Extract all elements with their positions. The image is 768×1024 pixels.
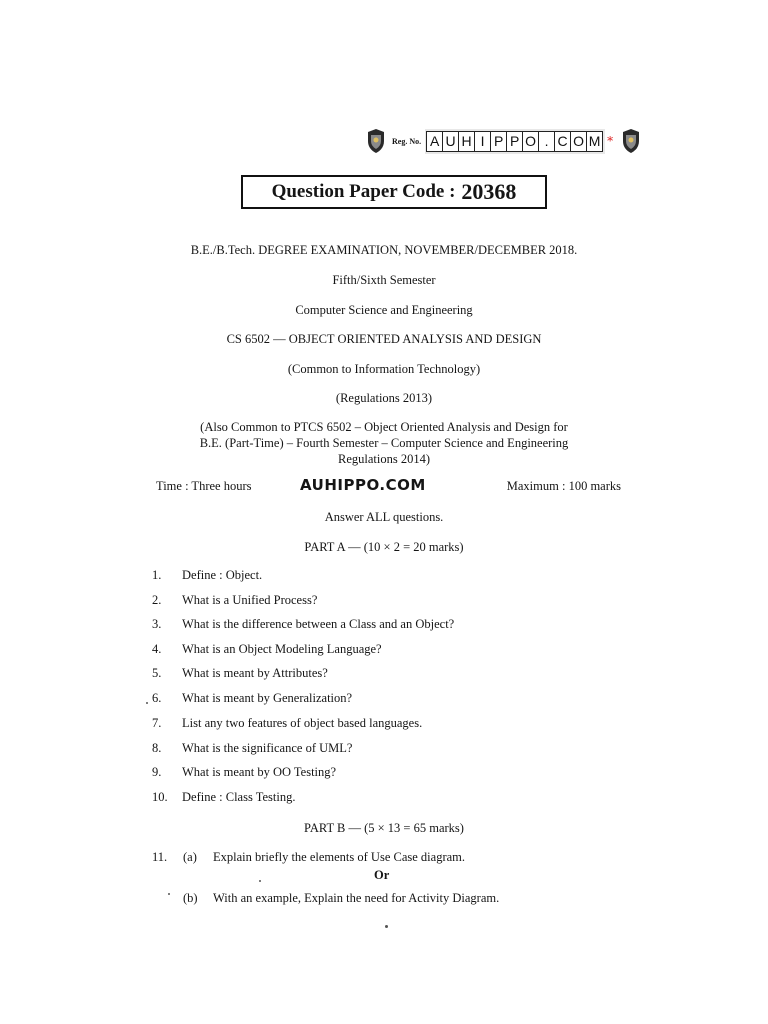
question-number: 9.	[152, 765, 162, 779]
question-text: What is meant by Generalization?	[182, 691, 353, 705]
q11a-label: (a)	[183, 850, 197, 864]
reg-number-box: O	[570, 131, 587, 152]
university-crest-icon	[366, 129, 386, 153]
exam-also-line3: Regulations 2014)	[337, 452, 430, 466]
question-number: 8.	[152, 741, 162, 755]
question-text: What is the difference between a Class and an Object?	[182, 617, 455, 631]
scan-speck	[385, 925, 388, 928]
or-separator: Or	[374, 868, 390, 882]
exam-common: (Common to Information Technology)	[287, 362, 481, 376]
part-a-heading: PART A — (10 × 2 = 20 marks)	[304, 540, 464, 554]
question-item	[152, 716, 422, 731]
question-text: What is meant by OO Testing?	[182, 765, 337, 779]
question-text: What is meant by Attributes?	[182, 666, 328, 680]
question-item	[152, 568, 262, 583]
question-number: 6.	[152, 691, 162, 705]
exam-department: Computer Science and Engineering	[295, 303, 473, 317]
reg-number-box: O	[522, 131, 539, 152]
scan-speck	[146, 702, 148, 704]
reg-number-box: P	[506, 131, 523, 152]
question-item	[152, 593, 317, 608]
exam-semester: Fifth/Sixth Semester	[332, 273, 436, 287]
scan-speck	[259, 880, 261, 882]
question-item	[152, 666, 328, 681]
q11a-text: Explain briefly the elements of Use Case diagram.	[213, 850, 466, 864]
q11b-label: (b)	[183, 891, 198, 905]
exam-regulations: (Regulations 2013)	[335, 391, 433, 405]
question-text: What is a Unified Process?	[182, 593, 318, 607]
code-number: 20368	[461, 179, 517, 204]
question-item	[152, 642, 382, 657]
question-item	[152, 765, 336, 780]
question-number: 5.	[152, 666, 162, 680]
reg-number-box: M	[586, 131, 603, 152]
max-marks: Maximum : 100 marks	[506, 479, 621, 493]
question-text: What is an Object Modeling Language?	[182, 642, 382, 656]
instruction: Answer ALL questions.	[324, 510, 444, 524]
reg-number-box: .	[538, 131, 555, 152]
reg-number-box: C	[554, 131, 571, 152]
q11b-text: With an example, Explain the need for Activity Diagram.	[213, 891, 500, 905]
question-text: Define : Class Testing.	[182, 790, 296, 804]
reg-number-box: I	[474, 131, 491, 152]
question-number: 7.	[152, 716, 162, 730]
question-item	[152, 691, 352, 706]
reg-no-label: Reg. No.	[392, 136, 422, 146]
question-text: What is the significance of UML?	[182, 741, 353, 755]
watermark-text: AUHIPPO.COM	[300, 476, 426, 494]
reg-number-box: A	[426, 131, 443, 152]
time-label: Time : Three hours	[156, 479, 252, 493]
exam-course: CS 6502 — OBJECT ORIENTED ANALYSIS AND DESIGN	[226, 332, 542, 346]
reg-number-row	[366, 124, 641, 158]
reg-number-boxes	[425, 129, 605, 154]
question-text: List any two features of object based languages.	[182, 716, 423, 730]
question-number: 2.	[152, 593, 162, 607]
question-number: 1.	[152, 568, 162, 582]
question-number: 4.	[152, 642, 162, 656]
part-b-heading: PART B — (5 × 13 = 65 marks)	[304, 821, 464, 835]
time-marks-row	[156, 476, 621, 496]
question-item	[152, 741, 352, 756]
question-item	[152, 790, 295, 805]
question-number: 10.	[152, 790, 168, 804]
exam-also-line1: (Also Common to PTCS 6502 – Object Oriented Analysis and Design for	[200, 420, 568, 434]
exam-degree: B.E./B.Tech. DEGREE EXAMINATION, NOVEMBER/DECEMBER 2018.	[190, 243, 578, 257]
question-number: 3.	[152, 617, 162, 631]
university-crest-icon	[621, 129, 641, 153]
q11-number: 11.	[152, 850, 168, 864]
question-item	[152, 617, 454, 632]
reg-number-box: P	[490, 131, 507, 152]
question-text: Define : Object.	[182, 568, 263, 582]
reg-star: *	[607, 133, 614, 148]
reg-number-box: U	[442, 131, 459, 152]
question-paper-code-box	[241, 175, 547, 209]
reg-number-box: H	[458, 131, 475, 152]
code-label: Question Paper Code :	[271, 181, 456, 202]
scan-speck	[168, 893, 170, 895]
exam-also-line2: B.E. (Part-Time) – Fourth Semester – Computer Science and Engineering	[199, 436, 569, 450]
